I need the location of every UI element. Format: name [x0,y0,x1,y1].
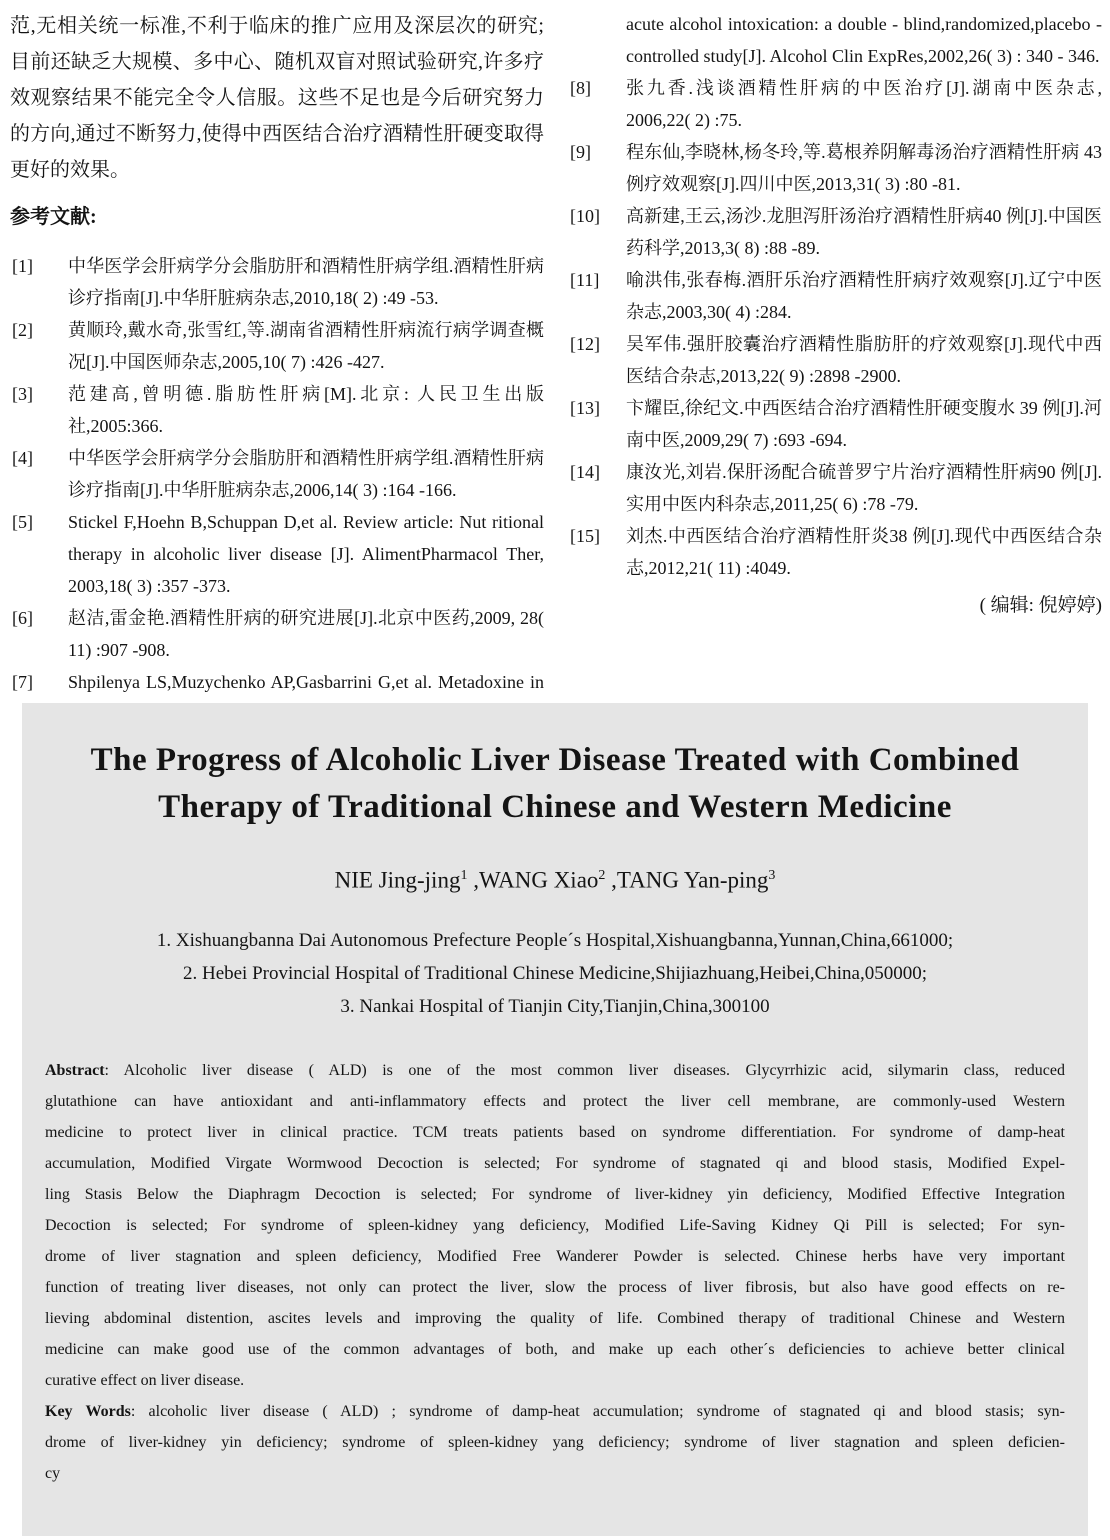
reference-number: [4] [12,448,33,468]
abstract-paragraph [45,1055,1065,1396]
author-name: NIE Jing-jing [334,867,461,893]
author-superscript: 3 [768,868,776,883]
article-title-english [45,737,1065,831]
reference-item [568,456,1102,520]
reference-text: 康汝光,刘岩.保肝汤配合硫普罗宁片治疗酒精性肝病90 例[J].实用中医内科杂志,2011,25( 6) :78 -79. [626,462,1102,514]
reference-text: 高新建,王云,汤沙.龙胆泻肝汤治疗酒精性肝病40 例[J].中国医药科学,2013,3( 8) :88 -89. [626,206,1102,258]
reference-number: [9] [570,142,591,162]
reference-item [10,378,544,442]
right-column [568,8,1102,698]
reference-text: 黄顺玲,戴水奇,张雪红,等.湖南省酒精性肝病流行病学调查概况[J].中国医师杂志,2005,10( 7) :426 -427. [68,320,544,372]
reference-number: [14] [570,462,600,482]
reference-item [568,520,1102,584]
reference-text: 程东仙,李晓林,杨冬玲,等.葛根养阴解毒汤治疗酒精性肝病 43 例疗效观察[J].四川中医,2013,31( 3) :80 -81. [626,142,1102,194]
reference-number: [6] [12,608,33,628]
reference-continuation: acute alcohol intoxication: a double - blind,randomized,placebo - controlled study[J]. Alcohol Clin ExpRes,2002,26( 3) : 340 - 346. [626,14,1102,66]
author-name: ,TANG Yan-ping [605,867,769,893]
editor-note: ( 编辑: 倪婷婷) [979,595,1102,616]
reference-item [10,506,544,602]
reference-text: 赵洁,雷金艳.酒精性肝病的研究进展[J].北京中医药,2009, 28( 11) :907 -908. [68,608,544,660]
reference-text: 中华医学会肝病学分会脂肪肝和酒精性肝病学组.酒精性肝病诊疗指南[J].中华肝脏病杂志,2006,14( 3) :164 -166. [68,448,544,500]
abstract-line: curative effect on liver disease. [45,1371,245,1389]
author-superscript: 2 [598,868,606,883]
intro-paragraph: 范,无相关统一标准,不利于临床的推广应用及深层次的研究;目前还缺乏大规模、多中心、随机双盲对照试验研究,许多疗效观察结果不能完全令人信服。这些不足也是今后研究努力的方向,通过不断努力,使得中西医结合治疗酒精性肝硬变取得更好的效果。 [10,15,544,181]
abstract-label: Abstract [45,1061,105,1079]
references-heading: 参考文献: [10,206,97,228]
reference-item [568,136,1102,200]
reference-number: [2] [12,320,33,340]
title-line-1: The Progress of Alcoholic Liver Disease Treated with Combined [90,742,1020,778]
authors-line [45,859,1065,898]
reference-item [10,250,544,314]
keywords-line: drome of liver-kidney yin deficiency; syndrome of spleen-kidney yang deficiency; syndrome of liver stagnation and spleen deficien- [45,1433,1065,1451]
abstract-line: ling Stasis Below the Diaphragm Decoction is selected; For syndrome of liver-kidney yin deficiency, Modified Effective Integration [45,1185,1065,1203]
reference-number: [13] [570,398,600,418]
reference-item [568,72,1102,136]
affiliation-line-1: 1. Xishuangbanna Dai Autonomous Prefecture People´s Hospital,Xishuangbanna,Yunnan,China,661000; [156,929,954,951]
abstract-line: Decoction is selected; For syndrome of spleen-kidney yang deficiency, Modified Life-Saving Kidney Qi Pill is selected; For syn- [45,1216,1065,1234]
reference-number: [5] [12,512,33,532]
reference-text: 刘杰.中西医结合治疗酒精性肝炎38 例[J].现代中西医结合杂志,2012,21( 11) :4049. [626,526,1102,578]
abstract-line: Abstract: Alcoholic liver disease ( ALD) is one of the most common liver diseases. Glycyrrhizic acid, silymarin class, reduced [45,1061,1065,1079]
keywords-line: Key Words: alcoholic liver disease ( ALD) ; syndrome of damp-heat accumulation; syndrome of stagnated qi and blood stasis; syn- [45,1402,1065,1420]
abstract-line: medicine to protect liver in clinical practice. TCM treats patients based on syndrome differentiation. For syndrome of damp-heat [45,1123,1065,1141]
abstract-line: accumulation, Modified Virgate Wormwood Decoction is selected; For syndrome of stagnated qi and blood stasis, Modified Expel- [45,1154,1065,1172]
abstract-line: glutathione can have antioxidant and anti-inflammatory effects and protect the liver cell membrane, are commonly-used Western [45,1092,1065,1110]
reference-item [568,200,1102,264]
reference-text: 张九香.浅谈酒精性肝病的中医治疗[J].湖南中医杂志, 2006,22( 2) :75. [626,78,1102,130]
left-column [10,8,544,698]
keywords-label: Key Words [45,1402,131,1420]
keywords-paragraph [45,1396,1065,1489]
reference-number: [12] [570,334,600,354]
reference-item [10,442,544,506]
abstract-line: medicine can make good use of the common advantages of both, and make up each other´s deficiencies to achieve better clinical [45,1340,1065,1358]
reference-number: [10] [570,206,600,226]
author-superscript: 1 [460,868,468,883]
reference-item [10,314,544,378]
references-section [0,0,1110,698]
reference-number: [7] [12,672,33,692]
reference-number: [3] [12,384,33,404]
reference-number: [8] [570,78,591,98]
reference-number: [1] [12,256,33,276]
reference-text: 卞耀臣,徐纪文.中西医结合治疗酒精性肝硬变腹水 39 例[J].河南中医,2009,29( 7) :693 -694. [626,398,1102,450]
reference-item [10,666,544,698]
author-name: ,WANG Xiao [467,867,599,893]
reference-text: 中华医学会肝病学分会脂肪肝和酒精性肝病学组.酒精性肝病诊疗指南[J].中华肝脏病杂志,2010,18( 2) :49 -53. [68,256,544,308]
reference-number: [15] [570,526,600,546]
reference-item [10,602,544,666]
affiliation-line-2: 2. Hebei Provincial Hospital of Traditional Chinese Medicine,Shijiazhuang,Heibei,China,050000; [182,962,928,984]
keywords-line: cy [45,1464,61,1482]
reference-text: 范建高,曾明德.脂肪性肝病[M].北京: 人民卫生出版社,2005:366. [68,384,544,436]
reference-text: 吴军伟.强肝胶囊治疗酒精性脂肪肝的疗效观察[J].现代中西医结合杂志,2013,22( 9) :2898 -2900. [626,334,1102,386]
reference-item [568,392,1102,456]
abstract-line: function of treating liver diseases, not only can protect the liver, slow the process of liver fibrosis, but also have good effects on re- [45,1278,1065,1296]
reference-list-left [10,250,544,698]
affiliations-block [45,924,1065,1023]
english-article-box [22,703,1088,1536]
abstract-line: lieving abdominal distention, ascites levels and improving the quality of life. Combined therapy of traditional Chinese and Western [45,1309,1065,1327]
reference-text: 喻洪伟,张春梅.酒肝乐治疗酒精性肝病疗效观察[J].辽宁中医杂志,2003,30( 4) :284. [626,270,1102,322]
reference-item [568,328,1102,392]
reference-item [568,264,1102,328]
reference-list-right [568,8,1102,584]
reference-text: Shpilenya LS,Muzychenko AP,Gasbarrini G,et al. Metadoxine in [68,672,544,692]
reference-number: [11] [570,270,600,290]
title-line-2: Therapy of Traditional Chinese and Western Medicine [158,789,952,825]
affiliation-line-3: 3. Nankai Hospital of Tianjin City,Tianjin,China,300100 [340,995,770,1017]
reference-text: Stickel F,Hoehn B,Schuppan D,et al. Review article: Nut ritional therapy in alcoholic liver disease [J]. AlimentPharmacol Ther, 2003,18( 3) :357 -373. [68,512,544,596]
abstract-line: drome of liver stagnation and spleen deficiency, Modified Free Wanderer Powder is selected. Chinese herbs have very important [45,1247,1065,1265]
